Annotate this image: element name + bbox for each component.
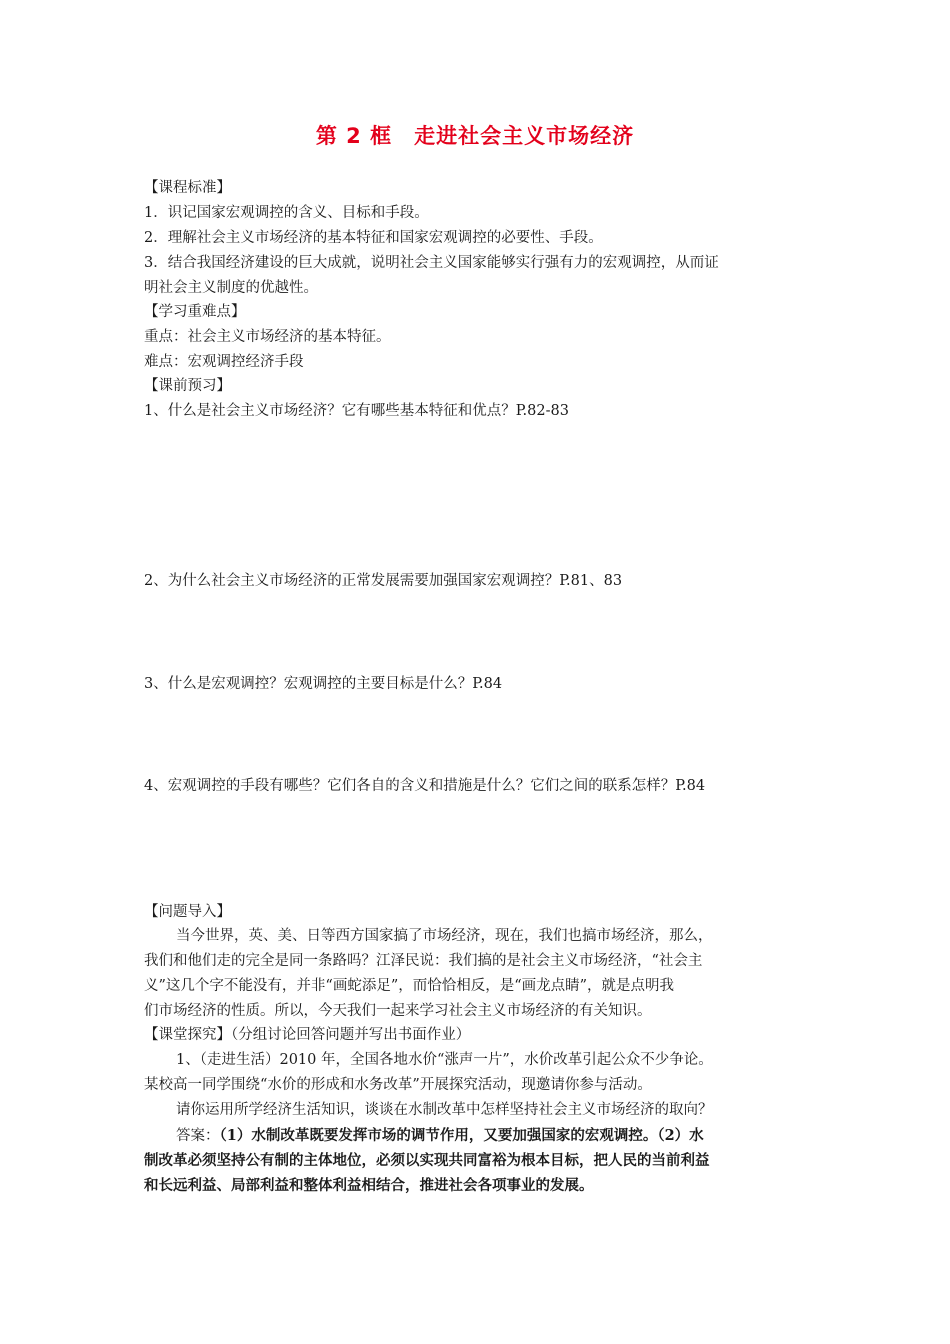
preview-question-4: 4、宏观调控的手段有哪些？它们各自的含义和措施是什么？它们之间的联系怎样？P.84 [144,778,706,794]
key-points-heading: 【学习重难点】 [144,304,246,320]
preview-question-2: 2、为什么社会主义市场经济的正常发展需要加强国家宏观调控？P.81、83 [144,573,623,589]
inquiry-question-line-2: 某校高一同学围绕“水价的形成和水务改革”开展探究活动，现邀请你参与活动。 [144,1077,652,1093]
course-standard-item-2: 2．理解社会主义市场经济的基本特征和国家宏观调控的必要性、手段。 [144,230,603,246]
preview-question-1: 1、什么是社会主义市场经济？它有哪些基本特征和优点？P.82-83 [144,403,569,419]
answer-label: 答案： [176,1128,220,1144]
inquiry-heading: 【课堂探究】（分组讨论回答问题并写出书面作业） [144,1027,471,1043]
course-standard-item-1: 1．识记国家宏观调控的含义、目标和手段。 [144,205,429,221]
key-points-focus: 重点：社会主义市场经济的基本特征。 [144,329,391,345]
intro-paragraph-line-2: 我们和他们走的完全是同一条路吗？江泽民说：我们搞的是社会主义市场经济，“社会主 [144,953,703,969]
course-standard-item-3-cont: 明社会主义制度的优越性。 [144,280,318,296]
intro-paragraph-line-1: 当今世界，英、美、日等西方国家搞了市场经济，现在，我们也搞市场经济，那么， [176,928,713,944]
inquiry-question-line-1: 1、（走进生活）2010 年，全国各地水价“涨声一片”，水价改革引起公众不少争论。 [176,1052,713,1068]
answer-line-3: 和长远利益、局部利益和整体利益相结合，推进社会各项事业的发展。 [144,1177,594,1194]
inquiry-question-line-3: 请你运用所学经济生活知识，谈谈在水制改革中怎样坚持社会主义市场经济的取向？ [176,1102,713,1118]
preview-heading: 【课前预习】 [144,378,231,394]
answer-line-1 [176,1126,818,1146]
intro-paragraph-line-4: 们市场经济的性质。所以，今天我们一起来学习社会主义市场经济的有关知识。 [144,1003,652,1019]
answer-text-1: （1）水制改革既要发挥市场的调节作用，又要加强国家的宏观调控。（2）水 [219,1127,704,1144]
page-title: 第 2 框 走进社会主义市场经济 [315,124,635,148]
course-standard-heading: 【课程标准】 [144,180,231,196]
course-standard-item-3: 3．结合我国经济建设的巨大成就，说明社会主义国家能够实行强有力的宏观调控，从而证 [144,255,719,271]
preview-question-3: 3、什么是宏观调控？宏观调控的主要目标是什么？P.84 [144,676,503,692]
answer-line-2: 制改革必须坚持公有制的主体地位，必须以实现共同富裕为根本目标，把人民的当前利益 [144,1152,710,1169]
key-points-difficulty: 难点：宏观调控经济手段 [144,354,304,370]
intro-paragraph-line-3: 义”这几个字不能没有，并非“画蛇添足”，而恰恰相反，是“画龙点睛”，就是点明我 [144,978,675,994]
intro-heading: 【问题导入】 [144,904,231,920]
